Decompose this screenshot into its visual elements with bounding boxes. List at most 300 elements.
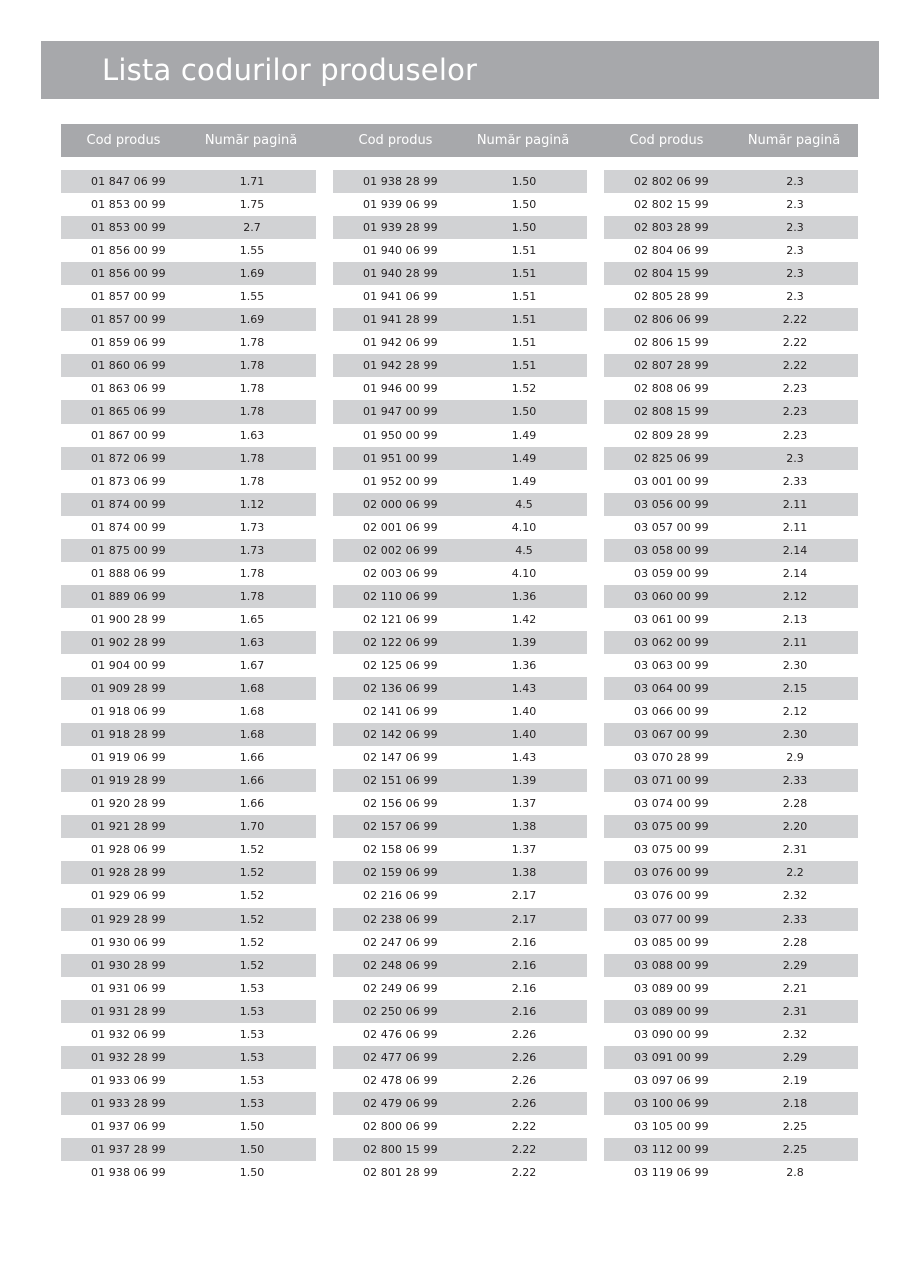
product-code: 02 802 15 99	[634, 198, 709, 212]
product-code: 02 801 28 99	[363, 1166, 438, 1180]
product-code: 01 847 06 99	[91, 175, 166, 188]
product-code: 01 942 28 99	[363, 359, 438, 373]
table-row	[61, 977, 316, 1000]
table-row	[61, 1000, 316, 1023]
product-code: 01 941 06 99	[363, 290, 438, 304]
page-number: 2.12	[782, 589, 808, 603]
page-number: 2.31	[782, 1004, 808, 1018]
table-row	[333, 170, 587, 193]
product-code: 03 061 00 99	[634, 612, 709, 626]
table-row	[61, 308, 316, 331]
page-number: 1.40	[511, 705, 537, 719]
product-code: 01 933 28 99	[91, 1096, 166, 1110]
page-number: 2.32	[782, 889, 808, 903]
page-number: 2.29	[782, 958, 808, 972]
page-number: 2.22	[511, 1142, 537, 1156]
product-code: 02 121 06 99	[363, 612, 438, 626]
page-number: 1.78	[239, 566, 265, 580]
table-row	[333, 1023, 587, 1046]
table-row	[604, 954, 858, 977]
table-row	[61, 493, 316, 516]
page-number: 1.66	[239, 774, 265, 788]
product-code: 01 873 06 99	[91, 474, 166, 488]
product-code: 02 001 06 99	[363, 520, 438, 534]
table-row	[333, 239, 587, 262]
table-row	[333, 308, 587, 331]
product-code: 01 941 28 99	[363, 313, 438, 327]
product-code: 03 058 00 99	[634, 543, 709, 557]
page-number: 1.50	[239, 1119, 265, 1133]
page-number: 2.14	[782, 543, 808, 557]
table-row	[604, 262, 858, 285]
table-row	[61, 539, 316, 562]
column-header-page-2: Număr pagină	[476, 133, 570, 148]
page-number: 2.20	[782, 820, 808, 834]
product-code: 03 056 00 99	[634, 497, 709, 511]
page-number: 1.66	[239, 797, 265, 811]
table-row	[61, 262, 316, 285]
page-number: 1.55	[239, 244, 265, 258]
table-row	[333, 723, 587, 746]
table-row	[61, 1138, 316, 1161]
page-number: 1.52	[239, 935, 265, 949]
product-code: 01 900 28 99	[91, 612, 166, 626]
table-row	[333, 1046, 587, 1069]
page-number: 2.2	[786, 866, 804, 880]
table-row	[61, 884, 316, 907]
table-row	[333, 193, 587, 216]
product-code: 01 918 28 99	[91, 728, 166, 742]
product-code: 02 238 06 99	[363, 912, 438, 926]
page-number: 2.28	[782, 797, 808, 811]
table-row	[604, 1023, 858, 1046]
product-code: 03 119 06 99	[634, 1166, 709, 1180]
product-code: 01 932 06 99	[91, 1027, 166, 1041]
table-row	[61, 354, 316, 377]
table-row	[604, 216, 858, 239]
product-code: 03 112 00 99	[634, 1142, 709, 1156]
product-code: 03 001 00 99	[634, 474, 709, 488]
product-code-column-3	[604, 170, 858, 1184]
page-number: 1.78	[239, 589, 265, 603]
page-number: 1.52	[239, 958, 265, 972]
product-code: 03 067 00 99	[634, 728, 709, 742]
product-code: 02 002 06 99	[363, 543, 438, 557]
table-row	[333, 769, 587, 792]
table-row	[61, 170, 316, 193]
page-number: 1.37	[511, 843, 537, 857]
table-row	[604, 1092, 858, 1115]
page-number: 2.3	[786, 244, 804, 258]
table-row	[61, 239, 316, 262]
table-row	[333, 954, 587, 977]
page-number: 1.53	[239, 1027, 265, 1041]
table-row	[333, 1069, 587, 1092]
product-code: 02 802 06 99	[634, 175, 709, 188]
page-number: 2.23	[782, 428, 808, 442]
product-code: 01 919 28 99	[91, 774, 166, 788]
table-row	[604, 354, 858, 377]
page-number: 2.13	[782, 612, 808, 626]
table-row	[604, 861, 858, 884]
product-code: 01 951 00 99	[363, 451, 438, 465]
product-code: 01 888 06 99	[91, 566, 166, 580]
page-number: 1.42	[511, 612, 537, 626]
page-number: 2.31	[782, 843, 808, 857]
product-code: 02 250 06 99	[363, 1004, 438, 1018]
product-code: 01 952 00 99	[363, 474, 438, 488]
product-code: 02 808 06 99	[634, 382, 709, 396]
table-row	[604, 908, 858, 931]
page-number: 1.53	[239, 1073, 265, 1087]
page-number: 2.3	[786, 451, 804, 465]
table-row	[333, 400, 587, 423]
page-number: 1.71	[239, 175, 265, 188]
product-code: 02 122 06 99	[363, 635, 438, 649]
product-code: 01 930 06 99	[91, 935, 166, 949]
page-number: 1.40	[511, 728, 537, 742]
table-row	[604, 585, 858, 608]
table-row	[604, 1069, 858, 1092]
product-code: 03 091 00 99	[634, 1050, 709, 1064]
product-code: 02 808 15 99	[634, 405, 709, 419]
product-code: 01 865 06 99	[91, 405, 166, 419]
table-row	[61, 608, 316, 631]
table-row	[61, 723, 316, 746]
product-code: 01 937 28 99	[91, 1142, 166, 1156]
product-code: 03 100 06 99	[634, 1096, 709, 1110]
product-code: 02 142 06 99	[363, 728, 438, 742]
table-row	[604, 516, 858, 539]
page-number: 2.26	[511, 1050, 537, 1064]
page-number: 2.11	[782, 635, 808, 649]
page-number: 1.55	[239, 290, 265, 304]
page-number: 4.10	[511, 520, 537, 534]
page-number: 1.78	[239, 336, 265, 350]
page-number: 1.53	[239, 981, 265, 995]
page-number: 1.37	[511, 797, 537, 811]
table-row	[61, 700, 316, 723]
product-code: 02 805 28 99	[634, 290, 709, 304]
product-code: 02 248 06 99	[363, 958, 438, 972]
page-number: 1.51	[511, 290, 537, 304]
page-number: 1.39	[511, 774, 537, 788]
table-row	[61, 815, 316, 838]
page-number: 1.49	[511, 474, 537, 488]
page-number: 2.26	[511, 1027, 537, 1041]
page-number: 2.17	[511, 889, 537, 903]
table-row	[604, 562, 858, 585]
product-code: 02 000 06 99	[363, 497, 438, 511]
product-code: 01 940 28 99	[363, 267, 438, 281]
product-code: 02 825 06 99	[634, 451, 709, 465]
product-code: 02 247 06 99	[363, 935, 438, 949]
table-row	[333, 746, 587, 769]
table-row	[604, 308, 858, 331]
table-row	[61, 861, 316, 884]
product-code: 03 063 00 99	[634, 658, 709, 672]
product-code: 03 076 00 99	[634, 866, 709, 880]
page-number: 2.33	[782, 474, 808, 488]
table-row	[61, 654, 316, 677]
column-header-page-1: Număr pagină	[204, 133, 298, 148]
table-row	[604, 815, 858, 838]
table-row	[333, 1000, 587, 1023]
product-code: 01 853 00 99	[91, 198, 166, 212]
page-number: 1.51	[511, 313, 537, 327]
title-banner	[41, 41, 879, 99]
table-row	[333, 608, 587, 631]
table-row	[604, 1138, 858, 1161]
product-code-column-2	[333, 170, 587, 1184]
product-code: 03 089 00 99	[634, 981, 709, 995]
product-code: 01 930 28 99	[91, 958, 166, 972]
page-number: 2.3	[786, 290, 804, 304]
table-row	[604, 723, 858, 746]
table-row	[333, 262, 587, 285]
page-number: 2.22	[782, 313, 808, 327]
table-row	[333, 884, 587, 907]
product-code: 02 478 06 99	[363, 1073, 438, 1087]
page-number: 1.67	[239, 658, 265, 672]
product-code: 03 071 00 99	[634, 774, 709, 788]
page-number: 1.52	[239, 866, 265, 880]
product-code: 01 938 28 99	[363, 175, 438, 188]
table-row	[61, 677, 316, 700]
product-code: 02 136 06 99	[363, 682, 438, 696]
product-code: 01 902 28 99	[91, 635, 166, 649]
page-number: 1.49	[511, 451, 537, 465]
table-row	[333, 700, 587, 723]
page-number: 1.69	[239, 267, 265, 281]
page-number: 2.3	[786, 221, 804, 235]
product-code: 01 939 06 99	[363, 198, 438, 212]
page-number: 2.11	[782, 520, 808, 534]
table-row	[61, 470, 316, 493]
page-number: 2.30	[782, 728, 808, 742]
page-number: 1.43	[511, 751, 537, 765]
page-number: 2.16	[511, 981, 537, 995]
table-row	[333, 1138, 587, 1161]
page-number: 1.49	[511, 428, 537, 442]
page-number: 2.9	[786, 751, 804, 765]
product-code: 01 860 06 99	[91, 359, 166, 373]
product-code: 01 856 00 99	[91, 267, 166, 281]
page-number: 2.26	[511, 1096, 537, 1110]
table-row	[604, 377, 858, 400]
page-number: 2.11	[782, 497, 808, 511]
page-number: 2.22	[511, 1119, 537, 1133]
table-row	[333, 424, 587, 447]
table-row	[604, 1115, 858, 1138]
table-row	[333, 585, 587, 608]
page-number: 2.17	[511, 912, 537, 926]
product-code: 02 157 06 99	[363, 820, 438, 834]
page-number: 1.51	[511, 244, 537, 258]
product-code: 01 889 06 99	[91, 589, 166, 603]
table-row	[333, 354, 587, 377]
product-code: 02 804 06 99	[634, 244, 709, 258]
page-number: 1.39	[511, 635, 537, 649]
product-code: 01 929 06 99	[91, 889, 166, 903]
page-number: 2.28	[782, 935, 808, 949]
page-number: 1.36	[511, 589, 537, 603]
table-row	[333, 908, 587, 931]
page-number: 1.51	[511, 336, 537, 350]
table-row	[333, 861, 587, 884]
product-code: 01 904 00 99	[91, 658, 166, 672]
page-number: 1.52	[511, 382, 537, 396]
table-row	[604, 677, 858, 700]
product-code: 01 920 28 99	[91, 797, 166, 811]
table-row	[61, 1161, 316, 1184]
page-number: 2.30	[782, 658, 808, 672]
page-number: 2.19	[782, 1073, 808, 1087]
page-number: 2.26	[511, 1073, 537, 1087]
page-number: 1.38	[511, 866, 537, 880]
product-code: 03 089 00 99	[634, 1004, 709, 1018]
product-code: 01 921 28 99	[91, 820, 166, 834]
product-code: 02 156 06 99	[363, 797, 438, 811]
product-code: 01 859 06 99	[91, 336, 166, 350]
product-code: 01 857 00 99	[91, 290, 166, 304]
page-number: 1.53	[239, 1050, 265, 1064]
table-row	[61, 562, 316, 585]
table-row	[333, 331, 587, 354]
table-row	[61, 216, 316, 239]
product-code: 02 804 15 99	[634, 267, 709, 281]
table-row	[604, 285, 858, 308]
table-row	[61, 1115, 316, 1138]
product-code: 02 141 06 99	[363, 705, 438, 719]
page-number: 2.22	[782, 359, 808, 373]
product-code: 03 064 00 99	[634, 682, 709, 696]
product-code: 02 216 06 99	[363, 889, 438, 903]
table-row	[333, 285, 587, 308]
page-number: 1.52	[239, 843, 265, 857]
page-number: 1.50	[511, 221, 537, 235]
product-code: 01 874 00 99	[91, 520, 166, 534]
page-number: 2.29	[782, 1050, 808, 1064]
page-number: 2.16	[511, 1004, 537, 1018]
table-row	[604, 400, 858, 423]
page-number: 1.53	[239, 1004, 265, 1018]
page-number: 4.10	[511, 566, 537, 580]
table-row	[61, 1069, 316, 1092]
table-row	[61, 908, 316, 931]
table-row	[604, 792, 858, 815]
product-code: 01 928 28 99	[91, 866, 166, 880]
page-number: 4.5	[515, 543, 533, 557]
table-row	[61, 377, 316, 400]
table-row	[604, 631, 858, 654]
page-number: 4.5	[515, 497, 533, 511]
product-code: 01 946 00 99	[363, 382, 438, 396]
table-row	[61, 285, 316, 308]
table-row	[333, 1092, 587, 1115]
product-code: 03 059 00 99	[634, 566, 709, 580]
table-row	[333, 677, 587, 700]
page-number: 2.22	[782, 336, 808, 350]
product-code: 01 947 00 99	[363, 405, 438, 419]
page-number: 1.78	[239, 474, 265, 488]
product-code: 03 062 00 99	[634, 635, 709, 649]
page-number: 1.69	[239, 313, 265, 327]
page-number: 1.63	[239, 635, 265, 649]
page-number: 2.14	[782, 566, 808, 580]
product-code: 01 931 28 99	[91, 1004, 166, 1018]
product-code: 01 942 06 99	[363, 336, 438, 350]
table-row	[604, 1161, 858, 1184]
page-number: 2.23	[782, 405, 808, 419]
page-number: 1.78	[239, 382, 265, 396]
page-number: 1.38	[511, 820, 537, 834]
product-code: 01 874 00 99	[91, 497, 166, 511]
product-code: 02 476 06 99	[363, 1027, 438, 1041]
product-code: 01 863 06 99	[91, 382, 166, 396]
table-row	[333, 516, 587, 539]
product-code: 02 806 06 99	[634, 313, 709, 327]
product-code: 03 097 06 99	[634, 1073, 709, 1087]
product-code: 01 919 06 99	[91, 751, 166, 765]
table-row	[61, 931, 316, 954]
product-code: 02 800 06 99	[363, 1119, 438, 1133]
page-number: 2.7	[243, 221, 261, 235]
page-number: 1.50	[239, 1166, 265, 1180]
product-code: 02 003 06 99	[363, 566, 438, 580]
page-number: 1.68	[239, 682, 265, 696]
table-row	[333, 377, 587, 400]
product-code: 01 918 06 99	[91, 705, 166, 719]
table-row	[604, 424, 858, 447]
page-number: 2.16	[511, 958, 537, 972]
table-row	[333, 447, 587, 470]
page-number: 1.51	[511, 267, 537, 281]
table-row	[61, 424, 316, 447]
table-row	[333, 470, 587, 493]
product-code: 01 867 00 99	[91, 428, 166, 442]
page-number: 1.52	[239, 889, 265, 903]
table-row	[61, 792, 316, 815]
table-row	[604, 539, 858, 562]
table-row	[333, 815, 587, 838]
table-row	[604, 1000, 858, 1023]
table-row	[604, 608, 858, 631]
table-row	[61, 769, 316, 792]
page-number: 1.73	[239, 520, 265, 534]
product-code: 02 147 06 99	[363, 751, 438, 765]
product-code: 01 931 06 99	[91, 981, 166, 995]
product-code: 02 803 28 99	[634, 221, 709, 235]
page-number: 1.65	[239, 612, 265, 626]
product-code: 01 932 28 99	[91, 1050, 166, 1064]
table-row	[61, 193, 316, 216]
page-number: 2.16	[511, 935, 537, 949]
product-code: 02 110 06 99	[363, 589, 438, 603]
product-code: 03 075 00 99	[634, 843, 709, 857]
product-code: 02 151 06 99	[363, 774, 438, 788]
product-code: 01 857 00 99	[91, 313, 166, 327]
product-code: 01 853 00 99	[91, 221, 166, 235]
table-row	[61, 1092, 316, 1115]
table-row	[61, 746, 316, 769]
page-number: 2.3	[786, 198, 804, 212]
table-row	[604, 1046, 858, 1069]
product-code: 01 937 06 99	[91, 1119, 166, 1133]
table-row	[604, 654, 858, 677]
product-code: 03 090 00 99	[634, 1027, 709, 1041]
table-row	[61, 1046, 316, 1069]
